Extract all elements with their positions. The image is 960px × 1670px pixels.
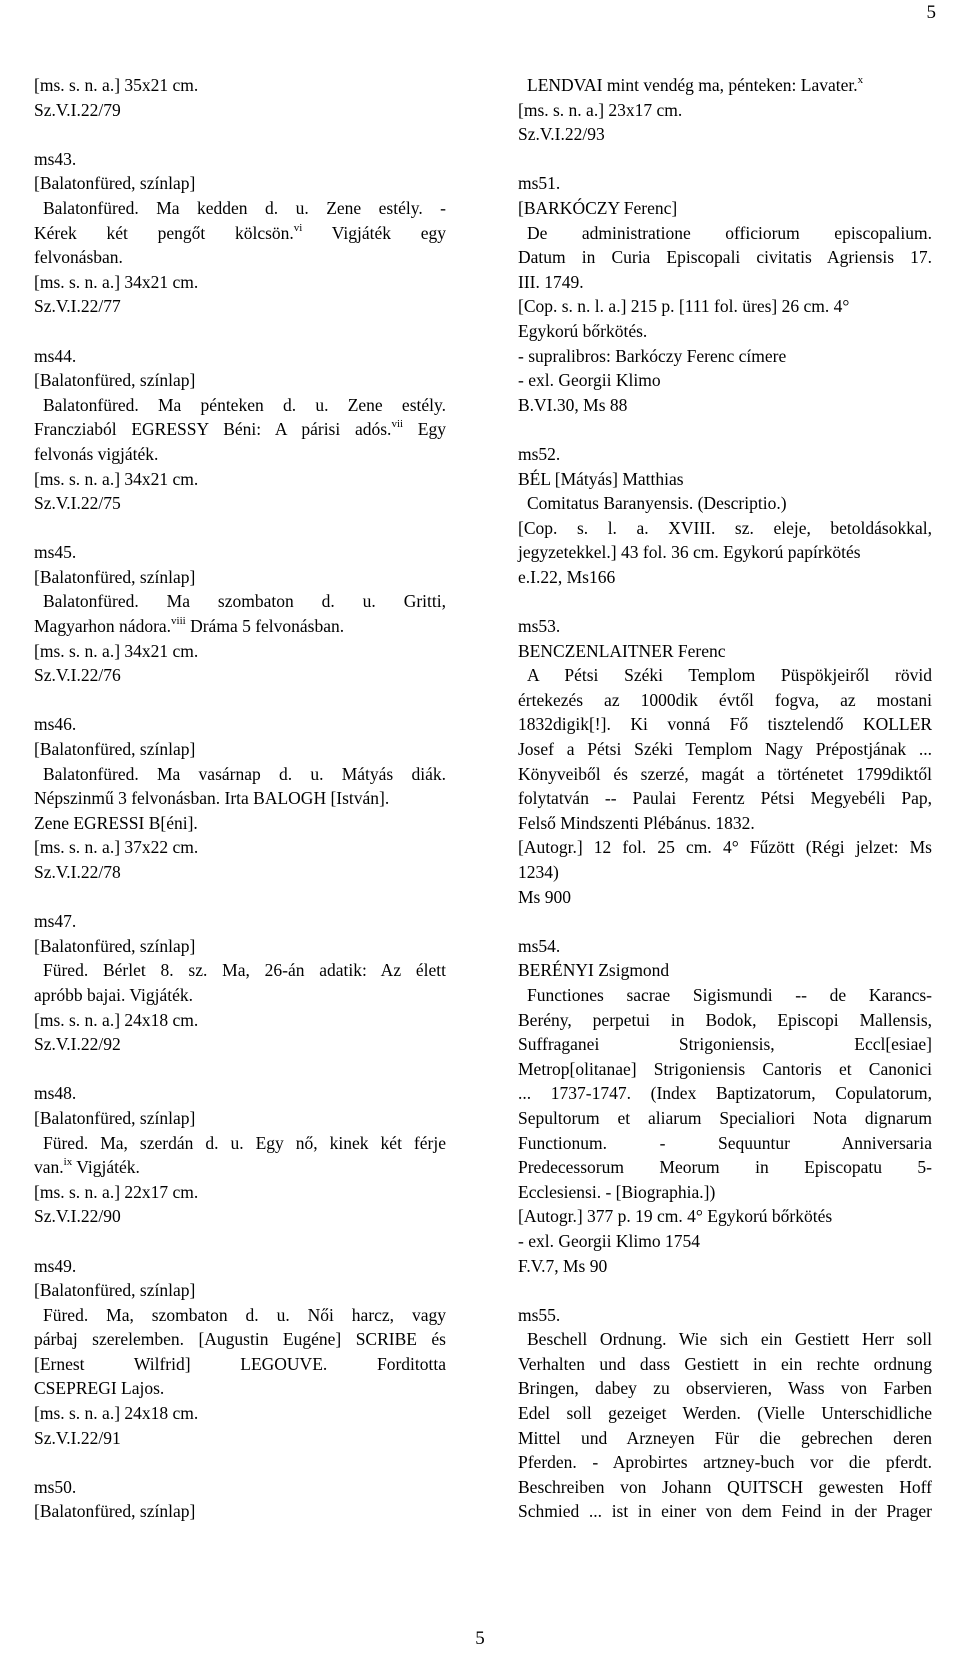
entry-line: [518, 565, 932, 590]
entry-line: [518, 983, 932, 1008]
line-text: B.VI.30, Ms 88: [518, 394, 628, 415]
line-text: A Pétsi Széki Templom Püspökjeiről rövid: [527, 665, 932, 686]
entry-line: [34, 1475, 446, 1500]
entry-line: [518, 1499, 932, 1524]
catalog-entry: [34, 909, 446, 1057]
line-text: Sepultorum et aliarum Specialiori Nota dignarum: [518, 1107, 932, 1128]
footnote-marker: x: [857, 74, 864, 87]
line-text: Mittel und Arzneyen Für die gebrechen deren: [518, 1427, 932, 1448]
line-text: III. 1749.: [518, 271, 584, 292]
entry-spacer: [34, 1057, 446, 1082]
entry-line: [34, 442, 446, 467]
entry-line: [518, 171, 932, 196]
entry-line: [518, 1008, 932, 1033]
line-text: [ms. s. n. a.] 34x21 cm.: [34, 271, 199, 292]
entry-line: [518, 1057, 932, 1082]
line-text: Francziaból EGRESSY Béni: A párisi adós.: [34, 419, 392, 440]
entry-line: [34, 467, 446, 492]
entry-line: [518, 835, 932, 860]
page-number-top: 5: [926, 2, 936, 23]
line-text-after-footnote: Vigjáték egy: [302, 222, 446, 243]
entry-line: [34, 614, 446, 639]
entry-line: [518, 737, 932, 762]
catalog-entry: [518, 73, 932, 147]
entry-line: [34, 786, 446, 811]
line-text: 1832digik[!]. Ki vonná Fő tisztelendő KOLLER: [518, 714, 932, 735]
line-text: Felső Mindszenti Plébánus. 1832.: [518, 812, 755, 833]
entry-line: [518, 1426, 932, 1451]
footnote-marker: viii: [171, 615, 186, 628]
entry-line: [34, 147, 446, 172]
line-text: [ms. s. n. a.] 22x17 cm.: [34, 1181, 199, 1202]
line-text: F.V.7, Ms 90: [518, 1255, 608, 1276]
entry-line: [34, 270, 446, 295]
entry-line: [34, 983, 446, 1008]
entry-line: [518, 319, 932, 344]
line-text: [Autogr.] 377 p. 19 cm. 4° Egykorú bőrkötés: [518, 1206, 833, 1227]
entry-line: [518, 1155, 932, 1180]
entry-line: [34, 737, 446, 762]
line-text: BERÉNYI Zsigmond: [518, 960, 670, 981]
entry-line: [34, 1426, 446, 1451]
entry-line: [518, 712, 932, 737]
entry-line: [34, 565, 446, 590]
entry-line: [34, 344, 446, 369]
entry-spacer: [34, 1450, 446, 1475]
entry-line: [518, 294, 932, 319]
line-text: Comitatus Baranyensis. (Descriptio.): [527, 493, 787, 514]
line-text: [ms. s. n. a.] 34x21 cm.: [34, 640, 199, 661]
entry-line: [34, 1032, 446, 1057]
line-text: Beschell Ordnung. Wie sich ein Gestiett Herr soll: [527, 1329, 932, 1350]
catalog-entry: [34, 1254, 446, 1451]
line-text: ms47.: [34, 911, 77, 932]
entry-line: [34, 1008, 446, 1033]
entry-line: [34, 1204, 446, 1229]
entry-line: [518, 1032, 932, 1057]
entry-line: [518, 1204, 932, 1229]
line-text: Functiones sacrae Sigismundi -- de Karancs-: [527, 984, 932, 1005]
entry-line: [34, 1180, 446, 1205]
entry-line: [518, 344, 932, 369]
line-text: ms45.: [34, 542, 77, 563]
entry-line: [518, 1475, 932, 1500]
line-text: Magyarhon nádora.: [34, 616, 172, 637]
line-text: Sz.V.I.22/92: [34, 1034, 121, 1055]
entry-line: [518, 885, 932, 910]
line-text: Sz.V.I.22/93: [518, 124, 605, 145]
entry-spacer: [518, 1278, 932, 1303]
catalog-entry: [518, 442, 932, 590]
line-text: ms54.: [518, 935, 561, 956]
line-text: Kérek két pengőt kölcsön.: [34, 222, 294, 243]
line-text: Balatonfüred. Ma kedden d. u. Zene estély. -: [43, 197, 446, 218]
entry-line: [34, 491, 446, 516]
line-text: ms51.: [518, 173, 561, 194]
line-text: Zene EGRESSI B[éni].: [34, 812, 198, 833]
entry-line: [34, 934, 446, 959]
entry-line: [518, 860, 932, 885]
line-text: felvonás vigjáték.: [34, 443, 159, 464]
entry-spacer: [34, 122, 446, 147]
line-text: Sz.V.I.22/90: [34, 1206, 121, 1227]
line-text: BÉL [Mátyás] Matthias: [518, 468, 684, 489]
entry-spacer: [518, 417, 932, 442]
line-text: - exl. Georgii Klimo: [518, 370, 661, 391]
entry-line: [34, 762, 446, 787]
entry-line: [34, 73, 446, 98]
entry-line: [34, 196, 446, 221]
line-text: Füred. Ma, szerdán d. u. Egy nő, kinek két férje: [43, 1132, 446, 1153]
line-text: BENCZENLAITNER Ferenc: [518, 640, 726, 661]
entry-line: [34, 663, 446, 688]
entry-line: [34, 639, 446, 664]
line-text: Metrop[olitanae] Strigoniensis Cantoris et Canonici: [518, 1058, 932, 1079]
line-text: Balatonfüred. Ma szombaton d. u. Gritti,: [43, 591, 446, 612]
line-text: De administratione officiorum episcopalium.: [527, 222, 932, 243]
entry-line: [518, 811, 932, 836]
catalog-entry: [34, 147, 446, 319]
entry-line: [518, 442, 932, 467]
entry-line: [34, 835, 446, 860]
line-text: [Balatonfüred, színlap]: [34, 566, 196, 587]
entry-line: [34, 1131, 446, 1156]
line-text: [Cop. s. n. l. a.] 215 p. [111 fol. üres] 26 cm. 4°: [518, 296, 850, 317]
entry-line: [518, 467, 932, 492]
entry-line: [518, 491, 932, 516]
entry-line: [34, 1327, 446, 1352]
line-text: - supralibros: Barkóczy Ferenc címere: [518, 345, 787, 366]
line-text: [BARKÓCZY Ferenc]: [518, 197, 678, 218]
entry-line: [518, 934, 932, 959]
entry-spacer: [34, 516, 446, 541]
line-text: [Balatonfüred, színlap]: [34, 935, 196, 956]
entry-line: [518, 1229, 932, 1254]
entry-line: [518, 196, 932, 221]
line-text: Predecessorum Meorum in Episcopatu 5-: [518, 1157, 932, 1178]
line-text: értekezés az 1000dik évtől fogva, az mostani: [518, 689, 932, 710]
catalog-entry: [34, 540, 446, 688]
line-text: [ms. s. n. a.] 34x21 cm.: [34, 468, 199, 489]
line-text: van.: [34, 1157, 64, 1178]
line-text: ms43.: [34, 148, 77, 169]
entry-line: [518, 368, 932, 393]
footnote-marker: ix: [63, 1156, 73, 1169]
catalog-entry: [518, 934, 932, 1278]
entry-line: [518, 786, 932, 811]
line-text: ms46.: [34, 714, 77, 735]
entry-line: [34, 1499, 446, 1524]
line-text: Josef a Pétsi Széki Templom Nagy Prépostjának ...: [518, 739, 932, 760]
entry-line: [34, 98, 446, 123]
line-text: 1234): [518, 862, 559, 882]
line-text: CSEPREGI Lajos.: [34, 1378, 165, 1399]
line-text: Sz.V.I.22/75: [34, 493, 121, 514]
entry-line: [518, 1081, 932, 1106]
entry-line: [518, 1254, 932, 1279]
entry-line: [518, 1352, 932, 1377]
entry-line: [34, 417, 446, 442]
line-text: Sz.V.I.22/77: [34, 296, 121, 317]
line-text: [Balatonfüred, színlap]: [34, 739, 196, 760]
entry-line: [34, 171, 446, 196]
entry-spacer: [518, 909, 932, 934]
entry-line: [518, 270, 932, 295]
right-column: [518, 73, 932, 1524]
entry-line: [518, 1131, 932, 1156]
line-text: ms55.: [518, 1304, 561, 1325]
line-text-after-footnote: Vigjáték.: [72, 1157, 140, 1178]
entry-line: [518, 540, 932, 565]
line-text-after-footnote: Egy: [403, 419, 446, 440]
entry-line: [34, 1303, 446, 1328]
footnote-marker: vii: [391, 418, 404, 431]
line-text: Verhalten und dass Gestiett in ein rechte ordnung: [518, 1353, 932, 1374]
line-text: Ms 900: [518, 886, 571, 907]
line-text: ms44.: [34, 345, 77, 366]
entry-line: [518, 245, 932, 270]
entry-line: [34, 1401, 446, 1426]
line-text: Sz.V.I.22/79: [34, 99, 121, 120]
entry-line: [34, 221, 446, 246]
entry-line: [34, 1254, 446, 1279]
entry-line: [34, 1278, 446, 1303]
entry-line: [518, 1376, 932, 1401]
line-text: e.I.22, Ms166: [518, 566, 616, 587]
entry-line: [518, 762, 932, 787]
entry-line: [518, 614, 932, 639]
entry-spacer: [34, 885, 446, 910]
entry-line: [34, 294, 446, 319]
line-text: ms48.: [34, 1083, 77, 1104]
catalog-entry: [34, 344, 446, 516]
entry-spacer: [34, 1229, 446, 1254]
line-text: [Autogr.] 12 fol. 25 cm. 4° Fűzött (Régi jelzet: Ms: [518, 837, 932, 858]
entry-line: [34, 860, 446, 885]
line-text: ms50.: [34, 1476, 77, 1497]
line-text: Berény, perpetui in Bodok, Episcopi Mallensis,: [518, 1009, 932, 1030]
entry-line: [518, 1303, 932, 1328]
entry-line: [34, 1376, 446, 1401]
line-text: felvonásban.: [34, 247, 123, 268]
entry-line: [518, 1327, 932, 1352]
line-text: [ms. s. n. a.] 23x17 cm.: [518, 99, 683, 120]
catalog-entry: [34, 712, 446, 884]
line-text: Sz.V.I.22/78: [34, 862, 121, 882]
entry-line: [34, 368, 446, 393]
line-text: ms53.: [518, 616, 561, 637]
line-text: [Balatonfüred, színlap]: [34, 1107, 196, 1128]
line-text: Bringen, dabey zu observieren, Wass von Farben: [518, 1378, 932, 1399]
line-text: Balatonfüred. Ma vasárnap d. u. Mátyás diák.: [43, 763, 446, 784]
line-text: Ecclesiensi. - [Biographia.]): [518, 1181, 716, 1202]
line-text: ... 1737-1747. (Index Baptizatorum, Copulatorum,: [518, 1083, 932, 1104]
entry-spacer: [34, 688, 446, 713]
entry-line: [518, 73, 932, 98]
line-text: Beschreiben von Johann QUITSCH gewesten Hoff: [518, 1476, 932, 1497]
line-text: Datum in Curia Episcopali civitatis Agriensis 17.: [518, 247, 932, 268]
line-text: Egykorú bőrkötés.: [518, 320, 648, 341]
line-text: [Balatonfüred, színlap]: [34, 173, 196, 194]
entry-line: [518, 122, 932, 147]
catalog-entry: [34, 1081, 446, 1229]
line-text: [ms. s. n. a.] 35x21 cm.: [34, 75, 199, 95]
catalog-entry: [518, 171, 932, 417]
line-text: [ms. s. n. a.] 24x18 cm.: [34, 1009, 199, 1030]
entry-line: [34, 958, 446, 983]
line-text: [Balatonfüred, színlap]: [34, 370, 196, 391]
line-text: Pferden. - Aprobirtes artzney-buch vor die pferdt.: [518, 1452, 932, 1473]
line-text: folytatván -- Paulai Ferentz Pétsi Megyebéli Pap,: [518, 788, 932, 809]
catalog-entry: [518, 1303, 932, 1524]
entry-line: [518, 1180, 932, 1205]
entry-line: [34, 811, 446, 836]
line-text: apróbb bajai. Vigjáték.: [34, 984, 193, 1005]
entry-line: [34, 540, 446, 565]
entry-line: [518, 1450, 932, 1475]
entry-spacer: [518, 589, 932, 614]
entry-line: [34, 1155, 446, 1180]
left-column: [34, 73, 446, 1524]
line-text: Balatonfüred. Ma pénteken d. u. Zene estély.: [43, 394, 446, 415]
line-text: [Balatonfüred, színlap]: [34, 1501, 196, 1522]
line-text: [ms. s. n. a.] 37x22 cm.: [34, 837, 199, 858]
line-text: [ms. s. n. a.] 24x18 cm.: [34, 1403, 199, 1424]
entry-line: [518, 393, 932, 418]
line-text: Schmied ... ist in einer von dem Feind in der Prager: [518, 1501, 932, 1522]
line-text: LENDVAI mint vendég ma, pénteken: Lavater.: [527, 75, 858, 95]
catalog-entry: [34, 1475, 446, 1524]
entry-line: [34, 393, 446, 418]
line-text: Functionum. - Sequuntur Anniversaria: [518, 1132, 932, 1153]
line-text: Suffraganei Strigoniensis, Eccl[esiae]: [518, 1034, 932, 1055]
entry-line: [34, 1352, 446, 1377]
line-text: jegyzetekkel.] 43 fol. 36 cm. Egykorú papírkötés: [518, 542, 861, 563]
entry-line: [34, 712, 446, 737]
line-text: Füred. Bérlet 8. sz. Ma, 26-án adatik: Az élett: [43, 960, 446, 981]
entry-line: [518, 958, 932, 983]
page-number-bottom: 5: [475, 1628, 485, 1649]
line-text: [Ernest Wilfrid] LEGOUVE. Forditotta: [34, 1353, 446, 1374]
entry-line: [518, 688, 932, 713]
line-text: Edel soll gezeiget Werden. (Vielle Unterschidliche: [518, 1403, 932, 1424]
line-text: [Cop. s. l. a. XVIII. sz. eleje, betoldásokkal,: [518, 517, 932, 538]
entry-line: [518, 221, 932, 246]
entry-line: [518, 1401, 932, 1426]
entry-line: [34, 909, 446, 934]
line-text: Füred. Ma, szombaton d. u. Női harcz, vagy: [43, 1304, 446, 1325]
entry-line: [518, 639, 932, 664]
catalog-entry: [518, 614, 932, 909]
catalog-entry: [34, 73, 446, 122]
entry-line: [518, 663, 932, 688]
line-text: [Balatonfüred, színlap]: [34, 1280, 196, 1301]
entry-line: [518, 1106, 932, 1131]
line-text: - exl. Georgii Klimo 1754: [518, 1230, 700, 1251]
entry-spacer: [34, 319, 446, 344]
line-text: Sz.V.I.22/91: [34, 1427, 121, 1448]
entry-line: [34, 589, 446, 614]
line-text: ms49.: [34, 1255, 77, 1276]
line-text: Könyveiből és szerzé, magát a történetet 1799diktől: [518, 763, 932, 784]
line-text: Népszinmű 3 felvonásban. Irta BALOGH [István].: [34, 788, 390, 809]
footnote-marker: vi: [293, 221, 303, 234]
entry-line: [34, 1081, 446, 1106]
line-text: ms52.: [518, 443, 561, 464]
line-text-after-footnote: Dráma 5 felvonásban.: [185, 616, 345, 637]
entry-line: [34, 245, 446, 270]
line-text: párbaj szerelemben. [Augustin Eugéne] SCRIBE és: [34, 1329, 446, 1350]
line-text: Sz.V.I.22/76: [34, 665, 121, 686]
entry-line: [518, 98, 932, 123]
entry-spacer: [518, 147, 932, 172]
entry-line: [34, 1106, 446, 1131]
entry-line: [518, 516, 932, 541]
